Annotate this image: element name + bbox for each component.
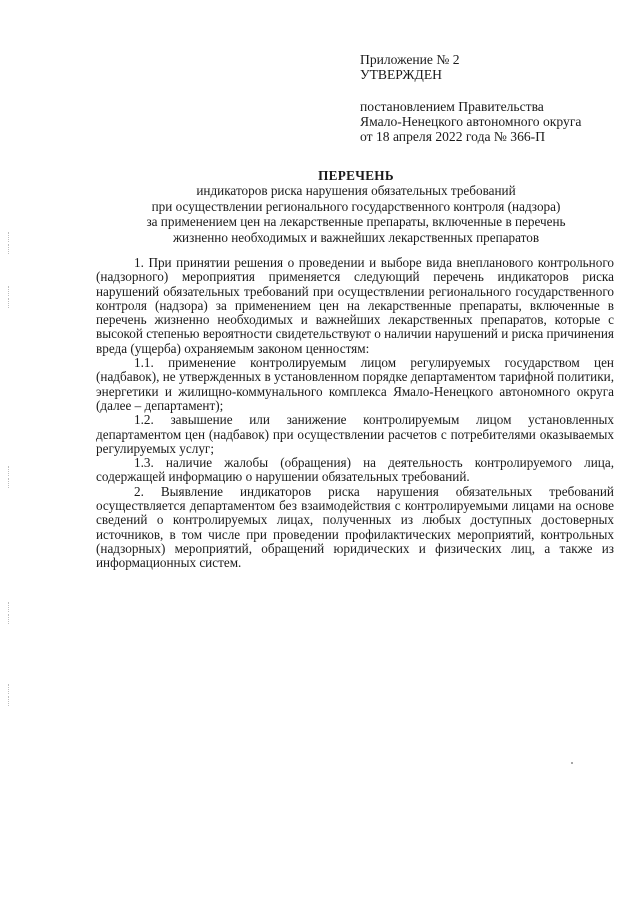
paragraph-2: 2. Выявление индикаторов риска нарушения обязательных требований осуществляется департаментом без взаимодействия с контролируемыми лицами на основе сведений о контролируемых лицах, полученных из любых доступных достоверных источников, в том числе при проведении профилактических мероприятий, контрольных (надзорных) мероприятий, обращений юридических и физических лиц, а также из информационных систем. xyxy=(96,483,614,571)
document-body xyxy=(96,256,614,571)
decree-line: постановлением Правительства xyxy=(360,99,544,114)
title-line: жизненно необходимых и важнейших лекарственных препаратов xyxy=(172,229,540,245)
appendix-number: Приложение № 2 xyxy=(360,52,460,67)
binding-edge-marks xyxy=(8,0,10,905)
scan-speck xyxy=(571,762,573,764)
paragraph-1-2: 1.2. завышение или занижение контролируемым лицом установленных департаментом цен (надбавок) при осуществлении расчетов с потребителями оказываемых регулируемых услуг; xyxy=(96,412,614,456)
paragraph-1-3: 1.3. наличие жалобы (обращения) на деятельность контролируемого лица, содержащей информацию о нарушении обязательных требований. xyxy=(96,455,614,485)
appendix-block xyxy=(360,52,581,144)
decree-line: от 18 апреля 2022 года № 366-П xyxy=(360,129,546,144)
document-title xyxy=(96,168,616,245)
title-line: за применением цен на лекарственные препараты, включенные в перечень xyxy=(146,214,566,230)
title-line: при осуществлении регионального государственного контроля (надзора) xyxy=(151,198,561,214)
title-heading: ПЕРЕЧЕНЬ xyxy=(318,168,394,183)
paragraph-1-1: 1.1. применение контролируемым лицом регулируемых государством цен (надбавок), не утвержденных в установленном порядке департаментом тарифной политики, энергетики и жилищно-коммунального комплекса Ямало-Ненецкого автономного округа (далее – департамент); xyxy=(96,355,614,413)
paragraph-1: 1. При принятии решения о проведении и выборе вида внепланового контрольного (надзорного) мероприятия применяется следующий перечень индикаторов риска нарушений обязательных требований при осуществлении регионального государственного контроля (надзора) за применением цен на лекарственные препараты, включенные в перечень жизненно необходимых и важнейших лекарственных препаратов, которые с высокой степенью вероятности свидетельствуют о наличии нарушений и риска причинения вреда (ущерба) охраняемым законом ценностям: xyxy=(96,255,614,356)
title-line: индикаторов риска нарушения обязательных требований xyxy=(196,183,516,199)
approved-label: УТВЕРЖДЕН xyxy=(360,67,442,82)
decree-line: Ямало-Ненецкого автономного округа xyxy=(360,114,582,129)
